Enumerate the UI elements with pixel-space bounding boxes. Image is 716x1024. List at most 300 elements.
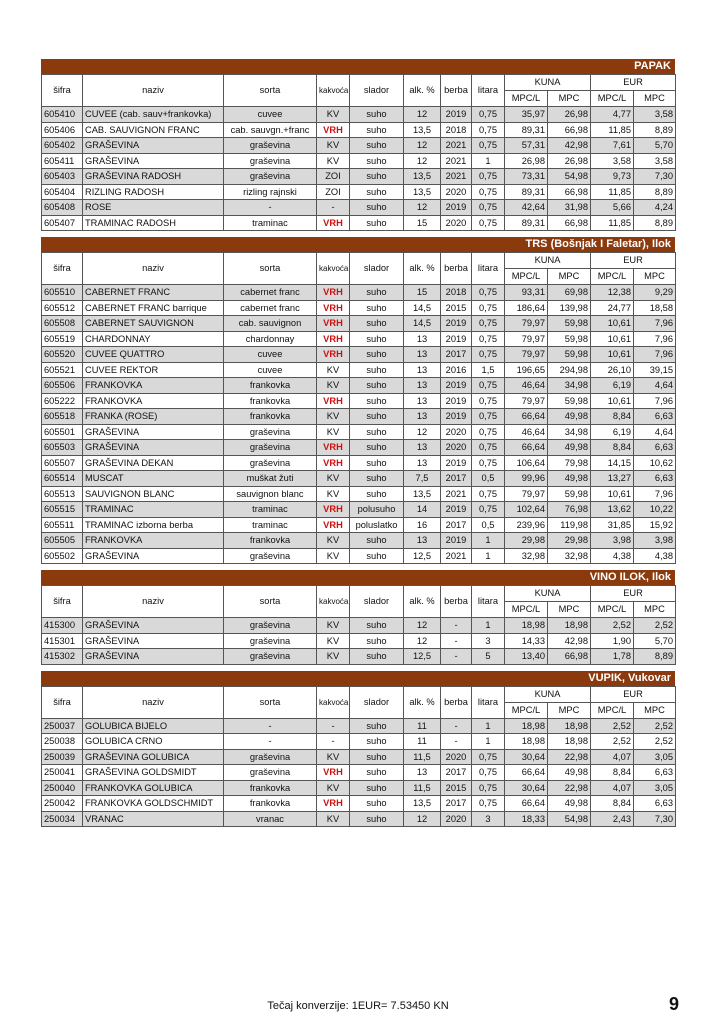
- cell-kuna-mpcl: 32,98: [505, 548, 548, 564]
- cell-kuna-mpc: 49,98: [548, 471, 591, 487]
- cell-kakvoca: KV: [317, 153, 350, 169]
- header-litara: litara: [472, 75, 505, 107]
- cell-kuna-mpc: 18,98: [548, 618, 591, 634]
- cell-kuna-mpcl: 66,64: [505, 796, 548, 812]
- cell-kakvoca: VRH: [317, 300, 350, 316]
- cell-sifra: 605404: [42, 184, 83, 200]
- cell-berba: 2019: [441, 393, 472, 409]
- cell-berba: 2015: [441, 780, 472, 796]
- cell-litara: 0,75: [472, 378, 505, 394]
- cell-kuna-mpcl: 79,97: [505, 316, 548, 332]
- cell-kuna-mpc: 69,98: [548, 285, 591, 301]
- cell-sifra: 605501: [42, 424, 83, 440]
- header-naziv: naziv: [83, 686, 224, 718]
- cell-kakvoca: KV: [317, 649, 350, 665]
- cell-eur-mpc: 2,52: [634, 618, 676, 634]
- header-eur: EUR: [591, 586, 676, 602]
- table-row: [42, 765, 676, 781]
- cell-eur-mpc: 4,64: [634, 424, 676, 440]
- table-row: [42, 718, 676, 734]
- cell-slador: suho: [350, 796, 404, 812]
- header-kuna-mpcl: MPC/L: [505, 602, 548, 618]
- header-sorta: sorta: [224, 253, 317, 285]
- header-kuna: KUNA: [505, 253, 591, 269]
- cell-slador: suho: [350, 200, 404, 216]
- table-row: [42, 122, 676, 138]
- cell-kuna-mpcl: 46,64: [505, 378, 548, 394]
- cell-naziv: GRAŠEVINA: [83, 548, 224, 564]
- cell-sifra: 250041: [42, 765, 83, 781]
- cell-berba: -: [441, 734, 472, 750]
- price-table: [41, 585, 676, 665]
- header-sifra: šifra: [42, 686, 83, 718]
- producer-title: PAPAK: [41, 59, 675, 74]
- cell-berba: 2020: [441, 749, 472, 765]
- table-row: [42, 649, 676, 665]
- cell-kuna-mpcl: 93,31: [505, 285, 548, 301]
- cell-kuna-mpc: 22,98: [548, 780, 591, 796]
- cell-alk: 16: [404, 517, 441, 533]
- cell-sorta: frankovka: [224, 796, 317, 812]
- cell-eur-mpcl: 6,19: [591, 378, 634, 394]
- cell-kuna-mpcl: 239,96: [505, 517, 548, 533]
- cell-alk: 13: [404, 765, 441, 781]
- header-kakvoca: kakvoća: [317, 586, 350, 618]
- cell-alk: 13: [404, 409, 441, 425]
- header-berba: berba: [441, 253, 472, 285]
- cell-eur-mpcl: 8,84: [591, 796, 634, 812]
- cell-kakvoca: KV: [317, 471, 350, 487]
- cell-eur-mpcl: 3,98: [591, 533, 634, 549]
- cell-sifra: 415300: [42, 618, 83, 634]
- cell-slador: suho: [350, 618, 404, 634]
- cell-kakvoca: VRH: [317, 440, 350, 456]
- cell-kuna-mpcl: 18,98: [505, 718, 548, 734]
- cell-slador: suho: [350, 393, 404, 409]
- cell-kuna-mpc: 59,98: [548, 347, 591, 363]
- cell-slador: suho: [350, 633, 404, 649]
- cell-kakvoca: KV: [317, 424, 350, 440]
- cell-kuna-mpcl: 18,98: [505, 618, 548, 634]
- cell-sifra: 605521: [42, 362, 83, 378]
- header-eur-mpcl: MPC/L: [591, 602, 634, 618]
- cell-kakvoca: KV: [317, 362, 350, 378]
- cell-litara: 0,75: [472, 796, 505, 812]
- cell-litara: 0,75: [472, 749, 505, 765]
- cell-eur-mpcl: 1,90: [591, 633, 634, 649]
- price-list: [41, 59, 675, 833]
- cell-sorta: frankovka: [224, 378, 317, 394]
- cell-berba: 2019: [441, 378, 472, 394]
- cell-sorta: graševina: [224, 765, 317, 781]
- cell-eur-mpc: 3,05: [634, 749, 676, 765]
- cell-litara: 0,75: [472, 215, 505, 231]
- cell-sorta: graševina: [224, 618, 317, 634]
- cell-kakvoca: VRH: [317, 285, 350, 301]
- cell-eur-mpc: 2,52: [634, 734, 676, 750]
- cell-slador: suho: [350, 285, 404, 301]
- cell-kakvoca: VRH: [317, 331, 350, 347]
- cell-sifra: 415302: [42, 649, 83, 665]
- cell-eur-mpcl: 1,78: [591, 649, 634, 665]
- cell-slador: suho: [350, 122, 404, 138]
- cell-eur-mpcl: 24,77: [591, 300, 634, 316]
- table-row: [42, 184, 676, 200]
- cell-kuna-mpc: 59,98: [548, 331, 591, 347]
- cell-sorta: cuvee: [224, 107, 317, 123]
- cell-slador: suho: [350, 548, 404, 564]
- cell-naziv: CHARDONNAY: [83, 331, 224, 347]
- cell-berba: 2019: [441, 331, 472, 347]
- cell-berba: 2017: [441, 796, 472, 812]
- cell-eur-mpcl: 2,43: [591, 811, 634, 827]
- table-row: [42, 316, 676, 332]
- cell-berba: 2017: [441, 517, 472, 533]
- cell-berba: 2020: [441, 440, 472, 456]
- price-table: [41, 686, 676, 828]
- cell-litara: 3: [472, 633, 505, 649]
- cell-naziv: GRAŠEVINA GOLDSMIDT: [83, 765, 224, 781]
- cell-berba: 2019: [441, 200, 472, 216]
- cell-sifra: 605510: [42, 285, 83, 301]
- cell-kuna-mpcl: 14,33: [505, 633, 548, 649]
- producer-title: VINO ILOK, Ilok: [41, 570, 675, 585]
- header-naziv: naziv: [83, 586, 224, 618]
- cell-eur-mpc: 6,63: [634, 765, 676, 781]
- cell-kakvoca: VRH: [317, 316, 350, 332]
- cell-kuna-mpcl: 66,64: [505, 440, 548, 456]
- cell-litara: 0,75: [472, 780, 505, 796]
- table-row: [42, 734, 676, 750]
- cell-sifra: 605513: [42, 486, 83, 502]
- cell-eur-mpc: 4,64: [634, 378, 676, 394]
- cell-berba: 2017: [441, 765, 472, 781]
- cell-eur-mpcl: 3,58: [591, 153, 634, 169]
- cell-eur-mpcl: 14,15: [591, 455, 634, 471]
- cell-slador: suho: [350, 734, 404, 750]
- cell-alk: 12: [404, 424, 441, 440]
- cell-naziv: GRAŠEVINA: [83, 424, 224, 440]
- cell-eur-mpcl: 5,66: [591, 200, 634, 216]
- cell-litara: 1: [472, 533, 505, 549]
- cell-litara: 1,5: [472, 362, 505, 378]
- cell-kakvoca: -: [317, 734, 350, 750]
- cell-kuna-mpcl: 186,64: [505, 300, 548, 316]
- cell-eur-mpc: 3,98: [634, 533, 676, 549]
- cell-alk: 12: [404, 200, 441, 216]
- cell-kuna-mpcl: 57,31: [505, 138, 548, 154]
- cell-berba: 2019: [441, 455, 472, 471]
- table-row: [42, 347, 676, 363]
- header-eur-mpcl: MPC/L: [591, 269, 634, 285]
- cell-naziv: FRANKA (ROSE): [83, 409, 224, 425]
- cell-slador: suho: [350, 749, 404, 765]
- cell-naziv: CUVEE QUATTRO: [83, 347, 224, 363]
- cell-litara: 0,75: [472, 424, 505, 440]
- cell-eur-mpc: 7,96: [634, 316, 676, 332]
- cell-eur-mpc: 6,63: [634, 796, 676, 812]
- cell-sifra: 250038: [42, 734, 83, 750]
- cell-naziv: FRANKOVKA: [83, 378, 224, 394]
- cell-kakvoca: VRH: [317, 122, 350, 138]
- cell-kakvoca: VRH: [317, 796, 350, 812]
- header-naziv: naziv: [83, 75, 224, 107]
- cell-eur-mpc: 5,70: [634, 633, 676, 649]
- cell-eur-mpc: 5,70: [634, 138, 676, 154]
- cell-litara: 0,5: [472, 517, 505, 533]
- cell-kakvoca: KV: [317, 138, 350, 154]
- cell-litara: 0,75: [472, 331, 505, 347]
- cell-kakvoca: VRH: [317, 393, 350, 409]
- cell-berba: 2019: [441, 409, 472, 425]
- cell-slador: suho: [350, 811, 404, 827]
- cell-slador: poluslatko: [350, 517, 404, 533]
- cell-litara: 0,75: [472, 169, 505, 185]
- cell-berba: 2020: [441, 215, 472, 231]
- cell-sorta: traminac: [224, 215, 317, 231]
- header-eur-mpcl: MPC/L: [591, 91, 634, 107]
- cell-naziv: GRAŠEVINA: [83, 153, 224, 169]
- cell-kakvoca: VRH: [317, 517, 350, 533]
- cell-eur-mpcl: 11,85: [591, 122, 634, 138]
- table-row: [42, 749, 676, 765]
- producer-title: VUPIK, Vukovar: [41, 671, 675, 686]
- cell-eur-mpcl: 11,85: [591, 215, 634, 231]
- cell-eur-mpc: 8,89: [634, 649, 676, 665]
- table-row: [42, 138, 676, 154]
- header-sifra: šifra: [42, 253, 83, 285]
- header-eur-mpc: MPC: [634, 602, 676, 618]
- table-row: [42, 285, 676, 301]
- cell-slador: suho: [350, 486, 404, 502]
- cell-kuna-mpc: 18,98: [548, 718, 591, 734]
- cell-eur-mpc: 7,96: [634, 486, 676, 502]
- cell-kuna-mpc: 49,98: [548, 440, 591, 456]
- header-slador: slador: [350, 686, 404, 718]
- cell-sifra: 605407: [42, 215, 83, 231]
- cell-alk: 13: [404, 455, 441, 471]
- header-sifra: šifra: [42, 586, 83, 618]
- header-slador: slador: [350, 75, 404, 107]
- cell-slador: suho: [350, 331, 404, 347]
- cell-berba: 2017: [441, 347, 472, 363]
- cell-slador: suho: [350, 316, 404, 332]
- header-slador: slador: [350, 253, 404, 285]
- cell-kakvoca: KV: [317, 749, 350, 765]
- producer-section: [41, 237, 675, 564]
- header-kuna-mpc: MPC: [548, 269, 591, 285]
- cell-litara: 5: [472, 649, 505, 665]
- cell-litara: 0,75: [472, 347, 505, 363]
- table-row: [42, 362, 676, 378]
- cell-alk: 14: [404, 502, 441, 518]
- price-table: [41, 74, 676, 231]
- table-row: [42, 796, 676, 812]
- cell-kuna-mpc: 42,98: [548, 633, 591, 649]
- cell-berba: 2018: [441, 285, 472, 301]
- cell-kuna-mpc: 79,98: [548, 455, 591, 471]
- cell-kakvoca: KV: [317, 533, 350, 549]
- cell-slador: suho: [350, 215, 404, 231]
- header-alk: alk. %: [404, 253, 441, 285]
- cell-sorta: graševina: [224, 138, 317, 154]
- header-alk: alk. %: [404, 75, 441, 107]
- cell-litara: 0,75: [472, 200, 505, 216]
- cell-kuna-mpc: 29,98: [548, 533, 591, 549]
- table-row: [42, 393, 676, 409]
- cell-kuna-mpcl: 79,97: [505, 486, 548, 502]
- cell-eur-mpc: 3,05: [634, 780, 676, 796]
- header-eur: EUR: [591, 75, 676, 91]
- cell-berba: 2017: [441, 471, 472, 487]
- header-eur-mpc: MPC: [634, 702, 676, 718]
- cell-slador: suho: [350, 471, 404, 487]
- cell-naziv: GRAŠEVINA GOLUBICA: [83, 749, 224, 765]
- table-row: [42, 440, 676, 456]
- cell-alk: 11: [404, 718, 441, 734]
- table-row: [42, 455, 676, 471]
- cell-alk: 13: [404, 440, 441, 456]
- cell-sorta: cab. sauvgn.+franc: [224, 122, 317, 138]
- cell-eur-mpcl: 4,77: [591, 107, 634, 123]
- cell-litara: 0,75: [472, 502, 505, 518]
- header-kuna-mpc: MPC: [548, 602, 591, 618]
- cell-alk: 11: [404, 734, 441, 750]
- table-row: [42, 331, 676, 347]
- cell-kuna-mpc: 49,98: [548, 409, 591, 425]
- cell-naziv: GRAŠEVINA: [83, 649, 224, 665]
- cell-sifra: 605410: [42, 107, 83, 123]
- cell-eur-mpc: 8,89: [634, 184, 676, 200]
- cell-kuna-mpc: 54,98: [548, 169, 591, 185]
- cell-sorta: muškat žuti: [224, 471, 317, 487]
- cell-slador: suho: [350, 138, 404, 154]
- cell-sorta: -: [224, 718, 317, 734]
- cell-sorta: -: [224, 200, 317, 216]
- cell-slador: suho: [350, 378, 404, 394]
- table-row: [42, 471, 676, 487]
- producer-title: TRS (Bošnjak I Faletar), Ilok: [41, 237, 675, 252]
- cell-kakvoca: ZOI: [317, 184, 350, 200]
- cell-kuna-mpc: 59,98: [548, 316, 591, 332]
- cell-sifra: 415301: [42, 633, 83, 649]
- cell-eur-mpcl: 8,84: [591, 409, 634, 425]
- cell-kuna-mpc: 66,98: [548, 215, 591, 231]
- cell-litara: 1: [472, 548, 505, 564]
- cell-berba: -: [441, 618, 472, 634]
- cell-sifra: 605518: [42, 409, 83, 425]
- cell-sorta: frankovka: [224, 780, 317, 796]
- cell-eur-mpc: 39,15: [634, 362, 676, 378]
- cell-sorta: graševina: [224, 440, 317, 456]
- cell-slador: suho: [350, 153, 404, 169]
- cell-sorta: graševina: [224, 633, 317, 649]
- cell-kakvoca: KV: [317, 107, 350, 123]
- cell-sorta: cab. sauvignon: [224, 316, 317, 332]
- header-sorta: sorta: [224, 586, 317, 618]
- cell-alk: 14,5: [404, 300, 441, 316]
- cell-sifra: 605406: [42, 122, 83, 138]
- cell-eur-mpcl: 8,84: [591, 440, 634, 456]
- cell-litara: 0,5: [472, 471, 505, 487]
- table-row: [42, 486, 676, 502]
- header-sifra: šifra: [42, 75, 83, 107]
- cell-sifra: 605514: [42, 471, 83, 487]
- cell-eur-mpc: 6,63: [634, 471, 676, 487]
- cell-sorta: vranac: [224, 811, 317, 827]
- cell-eur-mpc: 15,92: [634, 517, 676, 533]
- cell-litara: 0,75: [472, 393, 505, 409]
- cell-eur-mpc: 18,58: [634, 300, 676, 316]
- cell-kuna-mpc: 22,98: [548, 749, 591, 765]
- cell-sifra: 250034: [42, 811, 83, 827]
- cell-alk: 13,5: [404, 486, 441, 502]
- cell-slador: suho: [350, 300, 404, 316]
- header-eur: EUR: [591, 686, 676, 702]
- header-kakvoca: kakvoća: [317, 253, 350, 285]
- cell-sifra: 605502: [42, 548, 83, 564]
- cell-naziv: CAB. SAUVIGNON FRANC: [83, 122, 224, 138]
- cell-sifra: 250037: [42, 718, 83, 734]
- cell-litara: 1: [472, 153, 505, 169]
- cell-slador: suho: [350, 440, 404, 456]
- cell-berba: -: [441, 633, 472, 649]
- cell-eur-mpcl: 10,61: [591, 486, 634, 502]
- cell-alk: 13,5: [404, 122, 441, 138]
- cell-eur-mpc: 6,63: [634, 440, 676, 456]
- cell-naziv: GOLUBICA BIJELO: [83, 718, 224, 734]
- cell-naziv: MUSCAT: [83, 471, 224, 487]
- cell-kuna-mpc: 31,98: [548, 200, 591, 216]
- cell-slador: suho: [350, 107, 404, 123]
- cell-litara: 0,75: [472, 138, 505, 154]
- header-kakvoca: kakvoća: [317, 75, 350, 107]
- cell-alk: 12,5: [404, 548, 441, 564]
- cell-naziv: VRANAC: [83, 811, 224, 827]
- cell-alk: 12: [404, 153, 441, 169]
- cell-naziv: GRAŠEVINA: [83, 618, 224, 634]
- cell-eur-mpc: 7,96: [634, 347, 676, 363]
- cell-alk: 15: [404, 215, 441, 231]
- cell-kakvoca: KV: [317, 486, 350, 502]
- cell-sorta: graševina: [224, 749, 317, 765]
- cell-eur-mpc: 8,89: [634, 215, 676, 231]
- cell-naziv: GOLUBICA CRNO: [83, 734, 224, 750]
- cell-kuna-mpcl: 46,64: [505, 424, 548, 440]
- cell-sorta: chardonnay: [224, 331, 317, 347]
- cell-eur-mpcl: 26,10: [591, 362, 634, 378]
- exchange-rate-note: Tečaj konverzije: 1EUR= 7.53450 KN: [267, 1000, 449, 1012]
- cell-slador: suho: [350, 347, 404, 363]
- cell-alk: 15: [404, 285, 441, 301]
- cell-sifra: 605408: [42, 200, 83, 216]
- cell-alk: 7,5: [404, 471, 441, 487]
- cell-naziv: GRAŠEVINA: [83, 138, 224, 154]
- cell-berba: 2021: [441, 138, 472, 154]
- cell-kakvoca: VRH: [317, 455, 350, 471]
- cell-berba: 2020: [441, 811, 472, 827]
- cell-eur-mpc: 7,30: [634, 169, 676, 185]
- cell-sorta: -: [224, 734, 317, 750]
- cell-eur-mpc: 7,96: [634, 393, 676, 409]
- cell-kuna-mpcl: 66,64: [505, 409, 548, 425]
- table-row: [42, 533, 676, 549]
- header-kuna-mpcl: MPC/L: [505, 269, 548, 285]
- cell-eur-mpcl: 7,61: [591, 138, 634, 154]
- cell-slador: suho: [350, 718, 404, 734]
- cell-kakvoca: -: [317, 718, 350, 734]
- cell-slador: suho: [350, 169, 404, 185]
